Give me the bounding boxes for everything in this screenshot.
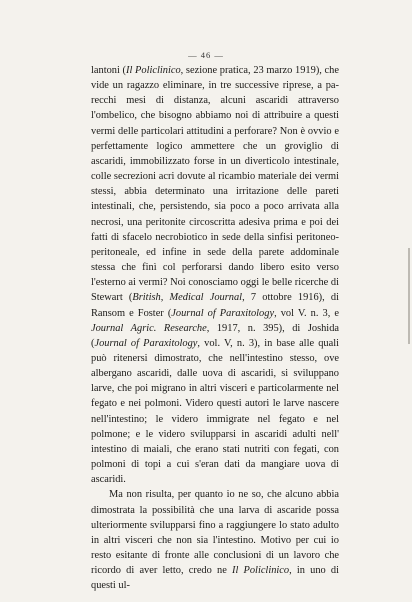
body-text xyxy=(91,63,339,593)
italic-citation: Il Policlinico xyxy=(231,565,290,577)
text-run: lantoni ( xyxy=(91,65,127,76)
italic-citation: Journal of Paraxitology xyxy=(94,337,198,349)
text-run: , sezione pratica, 23 marzo 1919), che vide un ragazzo eliminare, in tre successive riprese, a parecchi mesi di distanza, alcuni ascaridi attraverso l'ombelico, che bisogno abbiamo noi di attribuire a questi vermi delle particolari attitudini a perforare? Non è ovvio e perfettamente logico ammettere che un groviglio di ascaridi, immobilizzato forse in un diverticolo intestinale, colle secrezioni acri dovute al ricambio materiale dei vermi stessi, abbia determinato una irritazione delle pareti intestinali, che, persistendo, sia poco a poco arrivata alla necrosi, una peritonite circoscritta adesiva prima e poi dei fatti di sfacelo necrobiotico in sede della sinfisi peritoneo-peritoneale, ed infine in sede della parete addominale stessa che finì col perforarsi dando libero esito verso l'esterno ai vermi? Noi conosciamo oggi le belle ricerche di Stewart ( xyxy=(91,65,339,304)
text-run: , 7 ottobre 1916), di Ransom e Foster ( xyxy=(91,292,339,319)
text-run: , vol. V, n. 3), in base alle quali può ritenersi dimostrato, che nell'intestino stesso, ove albergano ascaridi, dalle uova di ascaridi, si sviluppano larve, che poi migrano in altri visceri e particolarmente nel fegato e nei polmoni. Videro questi autori le larve nascere nell'intestino; le videro immigrate nel fegato e nel polmone; e le videro svilupparsi in ascaridi adulti nell' intestino di maiali, che erano stati nutriti con fegati, con polmoni di topi a cui s'eran dati da mangiare uova di ascaridi. xyxy=(91,337,339,486)
text-run: , 1917, n. 395), di Joshida ( xyxy=(91,322,340,349)
italic-citation: British, Medical Journal xyxy=(132,292,243,304)
italic-citation: Journal Agric. Researche xyxy=(91,322,207,334)
paragraph xyxy=(91,63,339,487)
text-run: Ma non risulta, per quanto io ne so, che alcuno abbia dimostrata la possibilità che una larva di ascaride possa ulteriormente svilupparsi fino a raggiungere lo stato adulto in altri visceri che non sia l'intestino. Motivo per cui io resto esitante di fronte alle conclusioni di un lavoro che ricordo di aver letto, credo ne xyxy=(91,489,339,577)
text-run: , in uno di questi ul- xyxy=(91,565,339,592)
text-run: , vol V. n. 3, e xyxy=(274,307,339,319)
italic-citation: Il Policlinico xyxy=(126,65,181,76)
italic-citation: Journal of Paraxitology xyxy=(171,307,275,319)
page-number: — 46 — xyxy=(188,50,224,60)
page-edge-shadow xyxy=(408,248,410,344)
paragraph xyxy=(91,487,339,593)
